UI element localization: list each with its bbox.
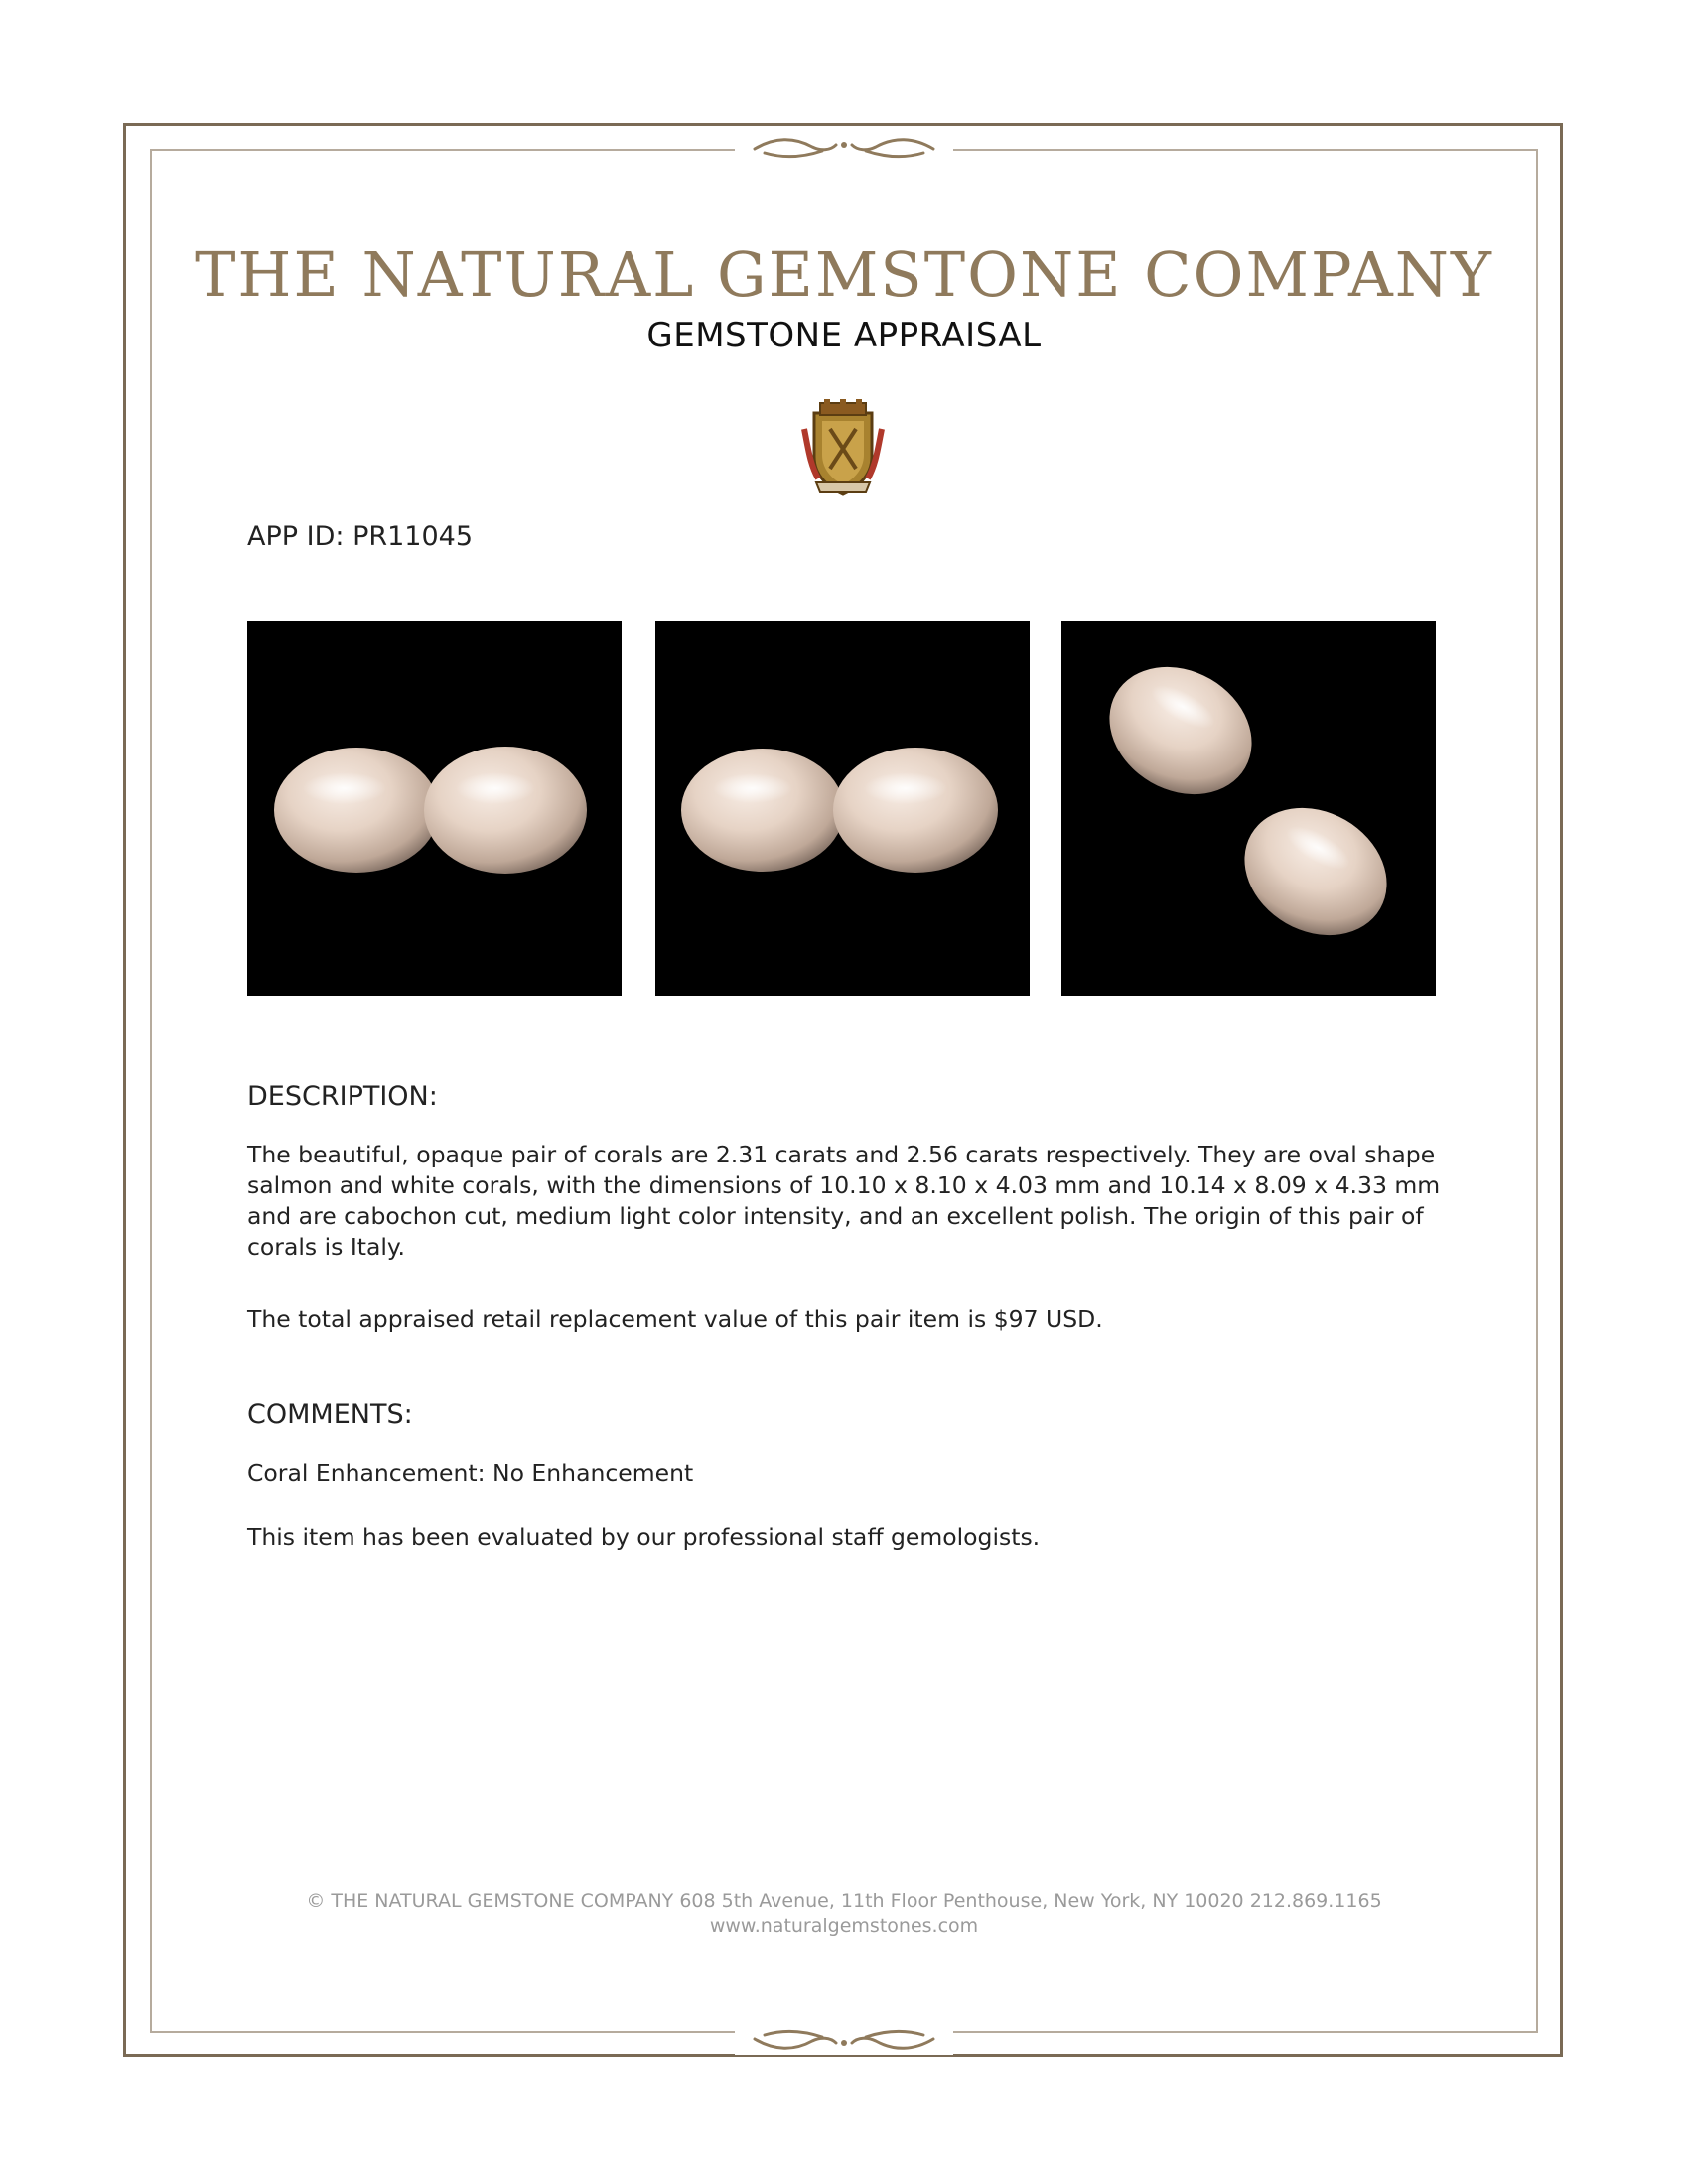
gem-photo-1 [247,621,622,996]
description-heading: DESCRIPTION: [247,1081,438,1112]
footer-address: © THE NATURAL GEMSTONE COMPANY 608 5th Avenue, 11th Floor Penthouse, New York, NY 10020 212.869.1165 [306,1890,1382,1912]
appraised-value-text: The total appraised retail replacement value of this pair item is $97 USD. [247,1305,1103,1333]
gem-photo-3 [1061,621,1436,996]
app-id-value: PR11045 [352,521,473,552]
company-name: THE NATURAL GEMSTONE COMPANY [195,238,1493,311]
document-title: GEMSTONE APPRAISAL [646,316,1042,355]
comments-heading: COMMENTS: [247,1399,413,1430]
description-text: The beautiful, opaque pair of corals are 2.31 carats and 2.56 carats respectively. They are oval shape salmon and white corals, with the dimensions of 10.10 x 8.10 x 4.03 mm and 10.14 x 8.09 x 4.33 mm and are cabochon cut, medium light color intensity, and an excellent polish. The origin of this pair of corals is Italy. [247,1141,1441,1261]
gem-photo-2 [655,621,1030,996]
footer-website[interactable]: www.naturalgemstones.com [709,1915,979,1937]
enhancement-text: Coral Enhancement: No Enhancement [247,1459,694,1487]
app-id [247,521,473,552]
scroll-ornament-icon [735,133,953,163]
crest-logo-icon [800,399,886,498]
scroll-ornament-icon [735,2025,953,2055]
evaluation-text: This item has been evaluated by our professional staff gemologists. [247,1523,1041,1551]
app-id-label: APP ID: [247,521,345,552]
